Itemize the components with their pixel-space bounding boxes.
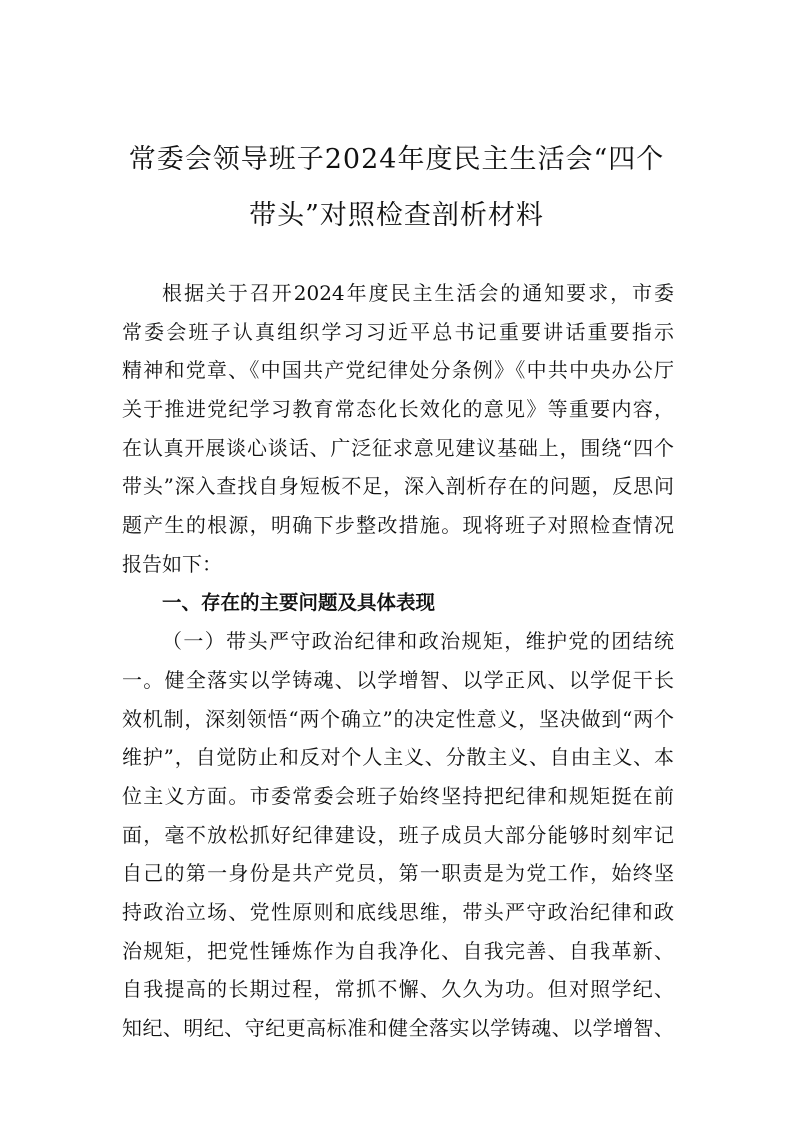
- section-line-4: 维护”，自觉防止和反对个人主义、分散主义、自由主义、本: [122, 745, 674, 770]
- section-line-9: 治规矩，把党性锤炼作为自我净化、自我完善、自我革新、: [122, 938, 674, 963]
- intro-line-1: 根据关于召开2024年度民主生活会的通知要求，市委: [162, 281, 674, 305]
- document-body: [122, 274, 674, 1048]
- section-line-10: 自我提高的长期过程，常抓不懈、久久为功。但对照学纪、: [122, 977, 674, 1002]
- document-title: [110, 132, 683, 244]
- intro-line-4: 关于推进党纪学习教育常态化长效化的意见》等重要内容，: [122, 397, 674, 422]
- section-heading: 一、存在的主要问题及具体表现: [162, 590, 436, 614]
- section-line-7: 自己的第一身份是共产党员，第一职责是为党工作，始终坚: [122, 861, 674, 886]
- section-line-5: 位主义方面。市委常委会班子始终坚持把纪律和规矩挺在前: [122, 783, 674, 808]
- intro-line-8: 报告如下：: [122, 551, 222, 576]
- section-line-6: 面，毫不放松抓好纪律建设，班子成员大部分能够时刻牢记: [122, 822, 674, 847]
- title-line-1: 常委会领导班子2024年度民主生活会“四个: [128, 144, 665, 175]
- section-line-11: 知纪、明纪、守纪更高标准和健全落实以学铸魂、以学增智、: [122, 1016, 674, 1041]
- intro-line-6: 带头”深入查找自身短板不足，深入剖析存在的问题，反思问: [122, 474, 674, 499]
- title-line-2: 带头”对照检查剖析材料: [249, 200, 544, 231]
- intro-line-7: 题产生的根源，明确下步整改措施。现将班子对照检查情况: [122, 513, 674, 538]
- intro-line-2: 常委会班子认真组织学习习近平总书记重要讲话重要指示: [122, 319, 674, 344]
- section-line-8: 持政治立场、党性原则和底线思维，带头严守政治纪律和政: [122, 900, 674, 924]
- section-line-3: 效机制，深刻领悟“两个确立”的决定性意义，坚决做到“两个: [122, 706, 674, 731]
- intro-line-3: 精神和党章、《中国共产党纪律处分条例》《中共中央办公厅: [122, 358, 674, 383]
- section-line-1: （一）带头严守政治纪律和政治规矩，维护党的团结统: [162, 629, 674, 654]
- intro-line-5: 在认真开展谈心谈话、广泛征求意见建议基础上，围绕“四个: [122, 435, 674, 460]
- section-line-2: 一。健全落实以学铸魂、以学增智、以学正风、以学促干长: [122, 667, 674, 692]
